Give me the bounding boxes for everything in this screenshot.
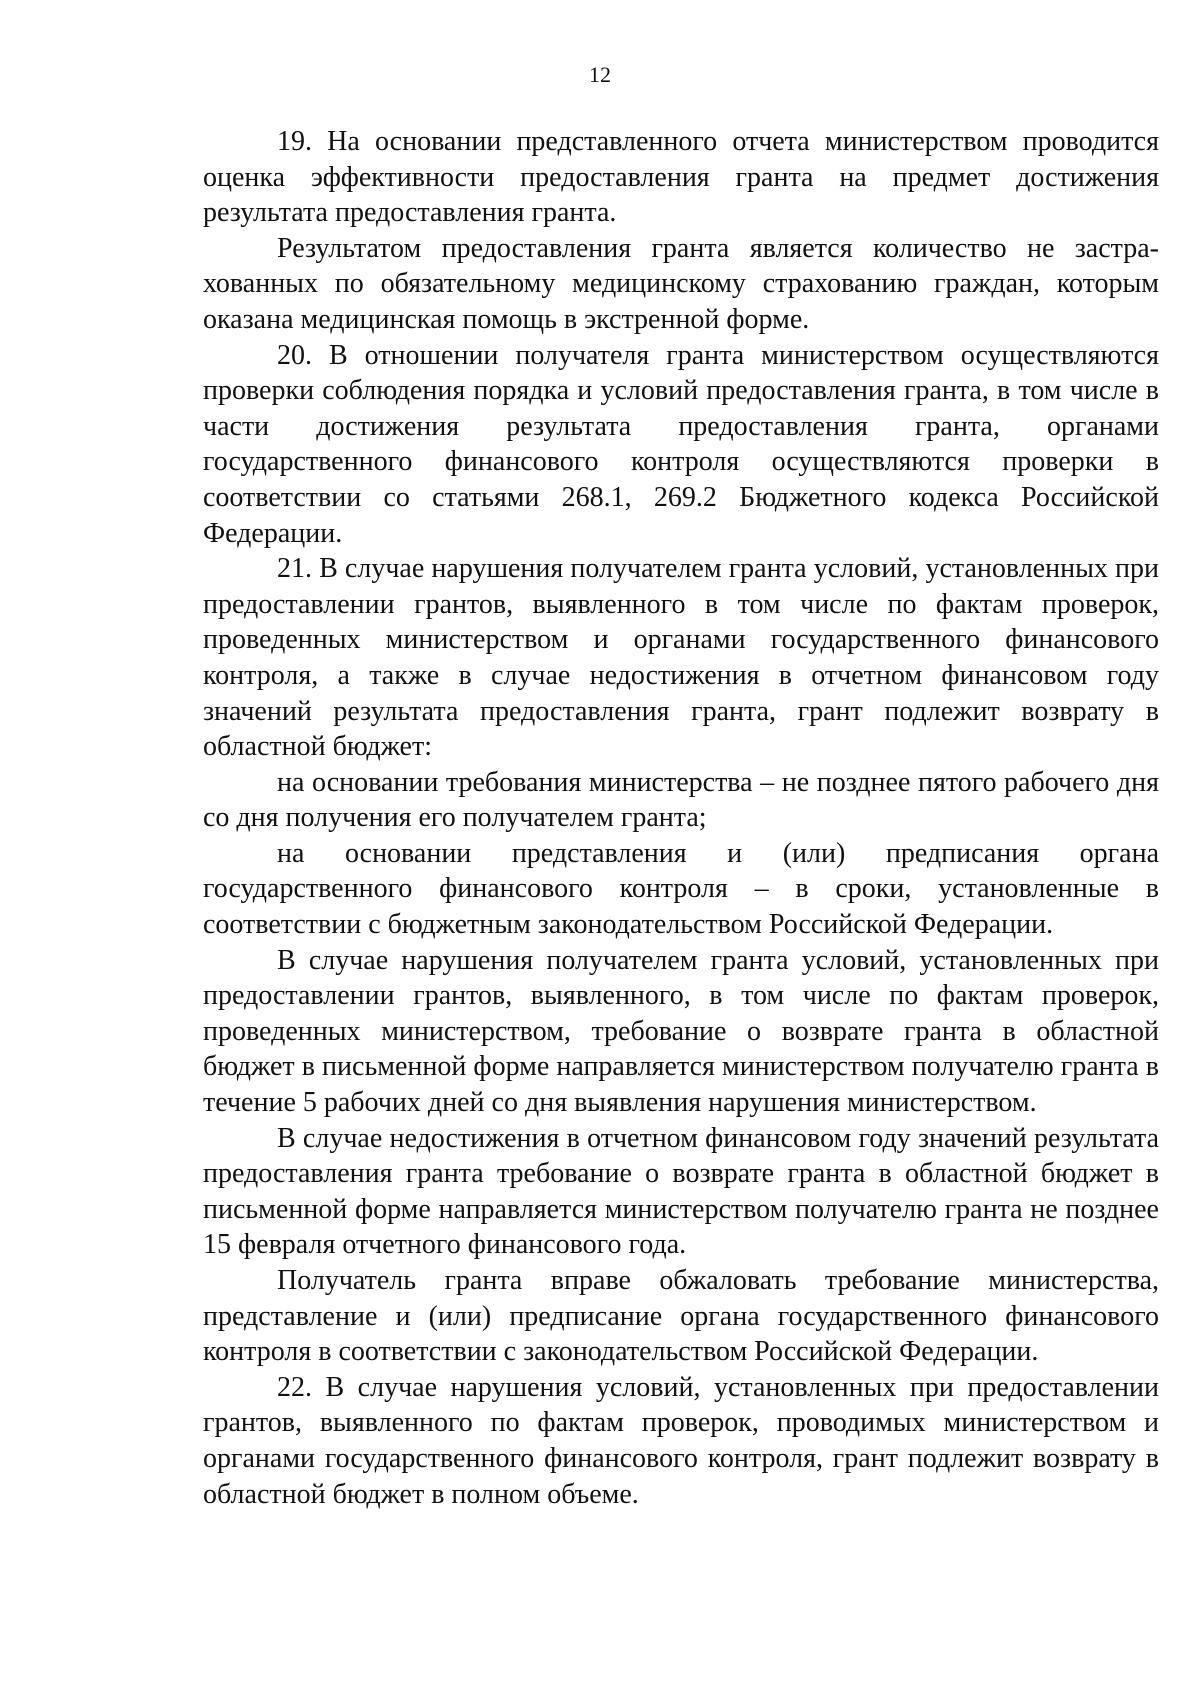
paragraph-nonachievement-notice: В случае недостижения в отчетном финансовом году значений результата предоставления гранта требование о возврате гранта в областной бюджет в письменной форме направляется министерством получателю гранта не позднее 15 февраля отчетного финансового года. [203,1122,1159,1261]
paragraph-ministry-demand: на основании требования министерства – не позднее пятого рабочего дня со дня получения его получателем гранта; [203,766,1159,834]
paragraph-control-order: на основании представления и (или) предписания органа государственного финансового контроля – в сроки, установленные в соответствии с бюджетным законодательством Российской Федерации. [203,837,1159,941]
paragraph-21: 21. В случае нарушения получателем гранта условий, установленных при предоставлении грантов, выявленного в том числе по фактам проверок, проведенных министерством и органами государственного финансового контроля, а также в случае недостижения в отчетном финансовом году значений результата предоставления гранта, грант подлежит возврату в областной бюджет: [203,553,1159,763]
paragraph-20: 20. В отношении получателя гранта министерством осуществляются проверки соблюдения порядка и условий предоставления гранта, в том числе в части достижения результата предоставления гранта, органами государственного финансового контроля осуществляются проверки в соответствии со статьями 268.1, 269.2 Бюджетного кодекса Российской Федерации. [203,339,1159,549]
paragraph-result: Результатом предоставления гранта является количество не застрахованных по обязательному медицинскому страхованию граждан, которым оказана медицинская помощь в экстренной форме. [203,232,1159,335]
paragraph-violation-notice: В случае нарушения получателем гранта условий, установленных при предоставлении грантов, выявленного, в том числе по фактам проверок, проведенных министерством, требование о возврате гранта в областной бюджет в письменной форме направляется министерством получателю гранта в течение 5 рабочих дней со дня выявления нарушения министерством. [203,944,1159,1119]
paragraph-appeal: Получатель гранта вправе обжаловать требование министерства, представление и (или) предписание органа государственного финансового контроля в соответствии с законодательством Российской Федерации. [203,1265,1159,1368]
document-body [203,124,1159,1512]
page-number: 12 [589,62,611,87]
paragraph-22: 22. В случае нарушения условий, установленных при предоставлении грантов, выявленного по фактам проверок, проводимых министерством и органами государственного финансового контроля, грант подлежит возврату в областной бюджет в полном объеме. [203,1371,1159,1510]
paragraph-19: 19. На основании представленного отчета министерством проводится оценка эффективности предоставления гранта на предмет достижения результата предоставления гранта. [203,126,1159,229]
